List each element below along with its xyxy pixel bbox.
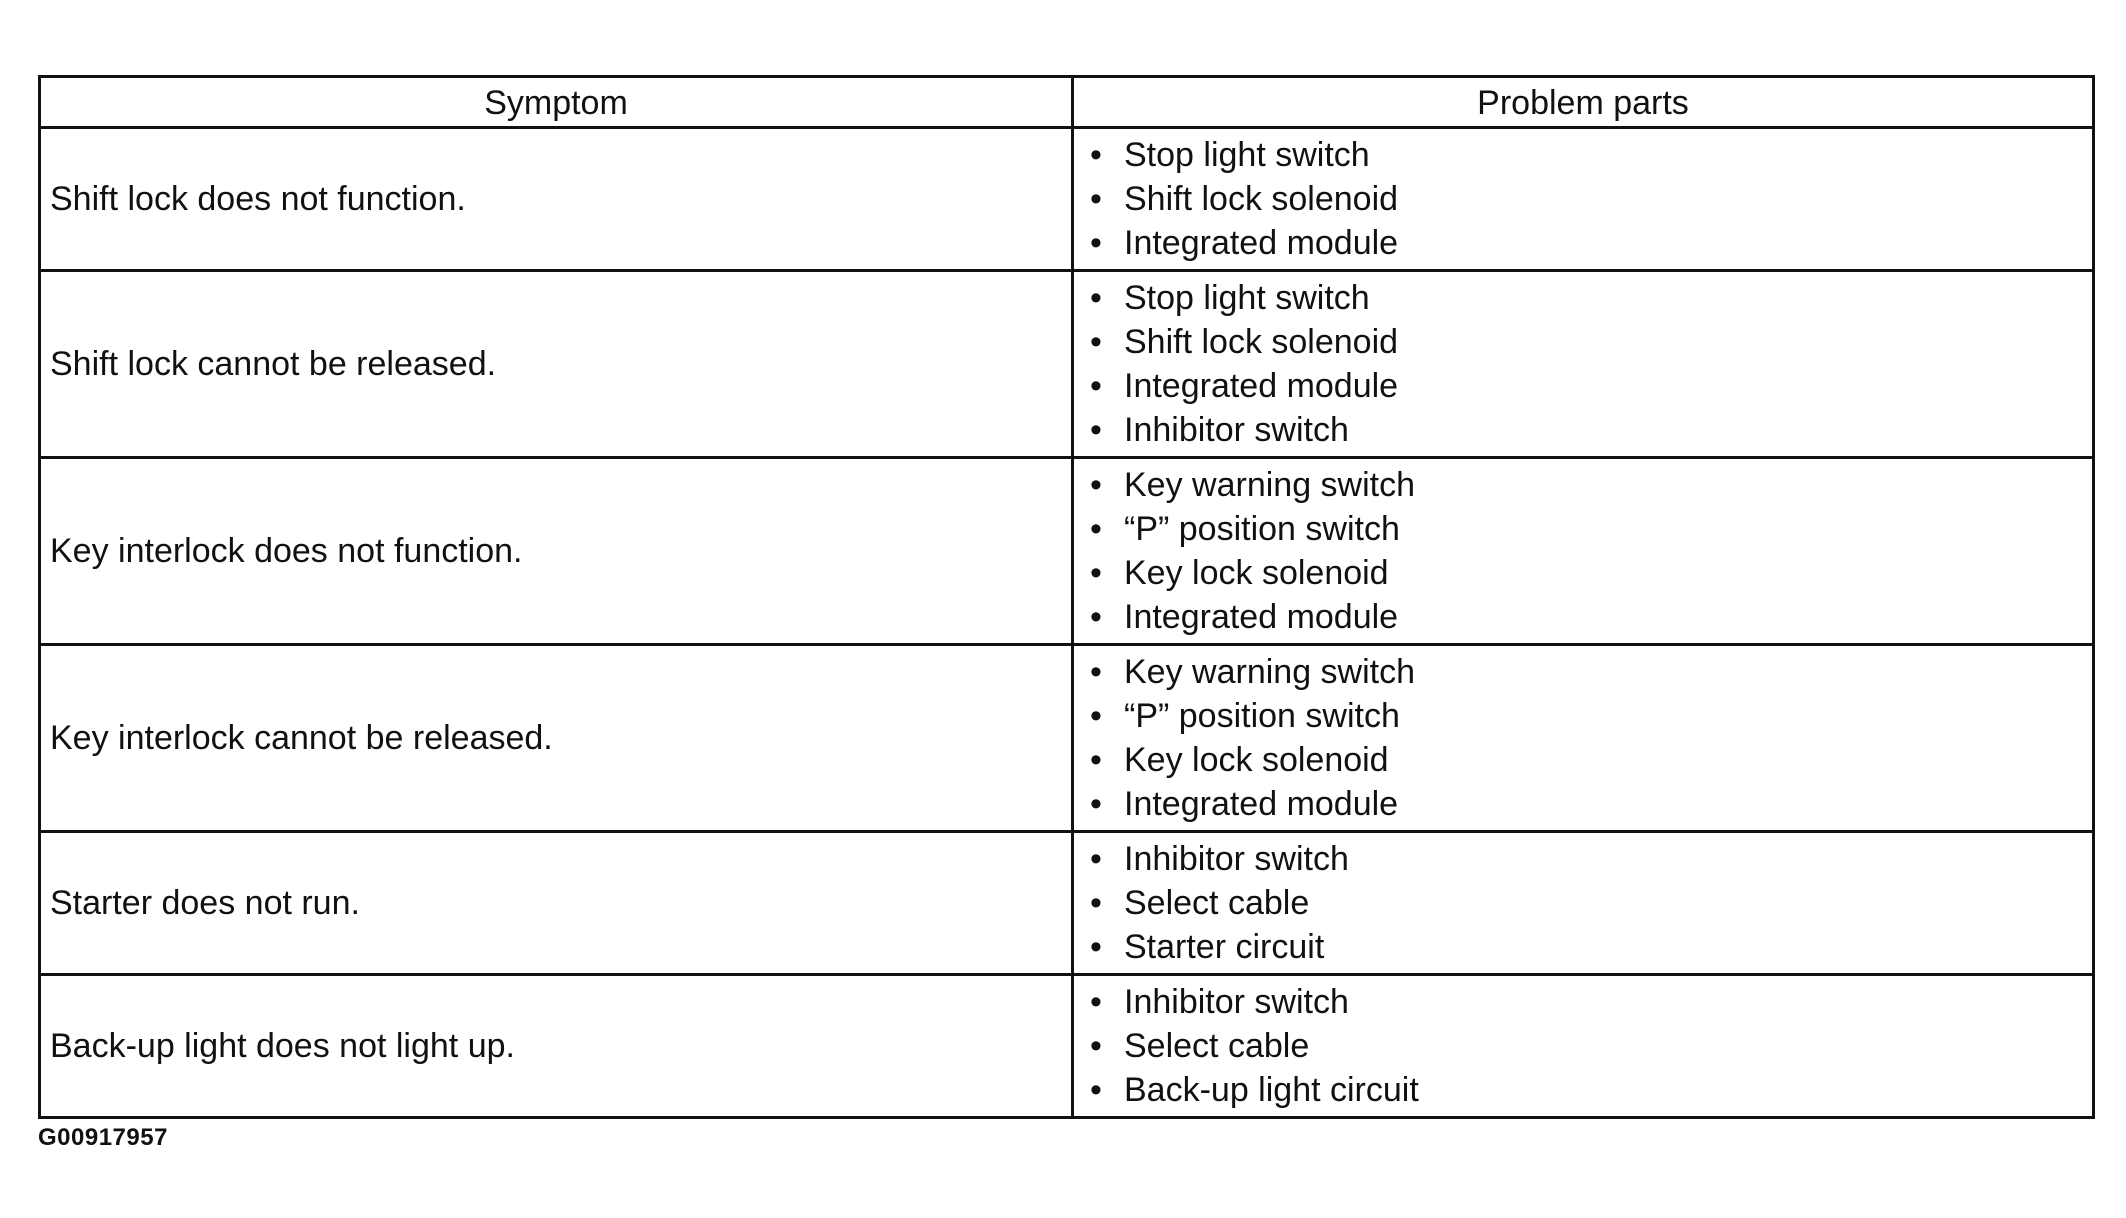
parts-cell — [1073, 975, 2094, 1118]
list-item: • Key lock solenoid — [1088, 551, 2092, 595]
symptom-cell: Shift lock does not function. — [40, 128, 1073, 271]
list-item: • Select cable — [1088, 1024, 2092, 1068]
parts-list — [1088, 133, 2092, 265]
symptom-cell: Key interlock cannot be released. — [40, 645, 1073, 832]
symptom-column-header: Symptom — [40, 77, 1073, 128]
table-row — [40, 832, 2094, 975]
parts-list — [1088, 650, 2092, 826]
list-item: • Key warning switch — [1088, 463, 2092, 507]
list-item: • Integrated module — [1088, 221, 2092, 265]
list-item: • Integrated module — [1088, 364, 2092, 408]
table-row — [40, 645, 2094, 832]
list-item: • Inhibitor switch — [1088, 408, 2092, 452]
table-row — [40, 975, 2094, 1118]
symptom-cell: Key interlock does not function. — [40, 458, 1073, 645]
list-item: • Integrated module — [1088, 782, 2092, 826]
list-item: • Inhibitor switch — [1088, 980, 2092, 1024]
table-header-row — [40, 77, 2094, 128]
figure-id-label: G00917957 — [38, 1124, 168, 1151]
parts-cell — [1073, 458, 2094, 645]
list-item: • Key lock solenoid — [1088, 738, 2092, 782]
list-item: • “P” position switch — [1088, 507, 2092, 551]
list-item: • Key warning switch — [1088, 650, 2092, 694]
table-row — [40, 458, 2094, 645]
parts-list — [1088, 837, 2092, 969]
troubleshooting-table — [38, 75, 2095, 1119]
list-item: • Select cable — [1088, 881, 2092, 925]
list-item: • “P” position switch — [1088, 694, 2092, 738]
list-item: • Inhibitor switch — [1088, 837, 2092, 881]
symptom-cell: Starter does not run. — [40, 832, 1073, 975]
symptom-cell: Back-up light does not light up. — [40, 975, 1073, 1118]
problem-parts-column-header: Problem parts — [1073, 77, 2094, 128]
table-row — [40, 271, 2094, 458]
parts-cell — [1073, 645, 2094, 832]
symptom-cell: Shift lock cannot be released. — [40, 271, 1073, 458]
parts-list — [1088, 276, 2092, 452]
list-item: • Stop light switch — [1088, 133, 2092, 177]
list-item: • Shift lock solenoid — [1088, 320, 2092, 364]
parts-cell — [1073, 271, 2094, 458]
list-item: • Starter circuit — [1088, 925, 2092, 969]
list-item: • Integrated module — [1088, 595, 2092, 639]
parts-list — [1088, 463, 2092, 639]
table-row — [40, 128, 2094, 271]
troubleshooting-table-container — [38, 75, 2092, 1119]
parts-list — [1088, 980, 2092, 1112]
parts-cell — [1073, 128, 2094, 271]
list-item: • Stop light switch — [1088, 276, 2092, 320]
parts-cell — [1073, 832, 2094, 975]
list-item: • Back-up light circuit — [1088, 1068, 2092, 1112]
list-item: • Shift lock solenoid — [1088, 177, 2092, 221]
